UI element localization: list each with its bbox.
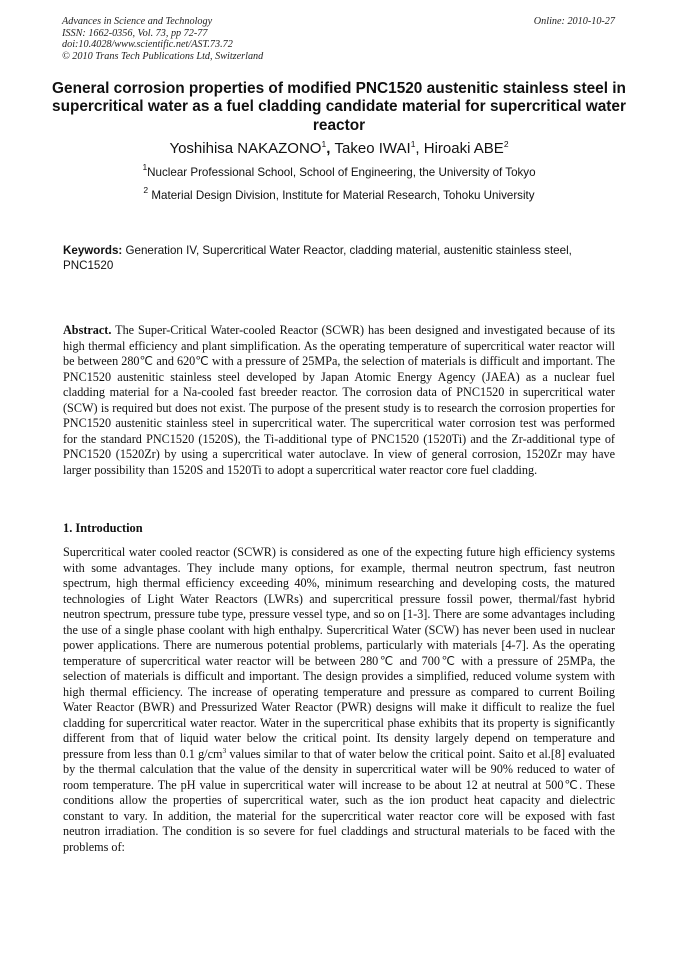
affiliation-1 — [40, 162, 638, 180]
publication-header — [62, 16, 263, 62]
author-affil-mark: 2 — [503, 139, 509, 149]
copyright-line: © 2010 Trans Tech Publications Ltd, Switzerland — [62, 50, 264, 62]
abstract-label: Abstract. — [63, 323, 112, 337]
keywords-block — [63, 244, 615, 273]
issn-line: ISSN: 1662-0356, Vol. 73, pp 72-77 — [62, 27, 208, 39]
author-list — [40, 140, 638, 158]
author-separator: , — [415, 140, 424, 157]
affiliation-text: Material Design Division, Institute for Material Research, Tohoku University — [151, 189, 535, 202]
author-separator: , — [326, 140, 335, 157]
unit-superscript: 3 — [222, 745, 227, 755]
introduction-paragraph — [63, 545, 615, 855]
doi-line: doi:10.4028/www.scientific.net/AST.73.72 — [62, 39, 233, 51]
introduction-text-part-1: Supercritical water cooled reactor (SCWR) is considered as one of the expecting future high efficiency systems with some advantages. They include many options, for example, thermal neutron spectrum, fast neutron spectrum, high thermal efficiency exceeding 40%, minimum researching and developing costs, the matured technologies of Light Water Reactors (LWRs) and supercritical pressure fossil power, thermal/fast hybrid neutron spectrum, pressure tube type, pressure vessel type, and so on [1-3]. There are some advantages including the use of a single phase coolant with high enthalpy. Supercritical Water (SCW) has never been used in nuclear power applications. There are numerous potential problems, particularly with materials [4-7]. As the operating temperature of supercritical water reactor will be between 280℃ and 700℃ with a pressure of 25MPa, the selection of materials is difficult and important. The design provides a simplified, reduced volume system with high thermal efficiency. The increase of operating temperature and pressure as compared to current Boiling Water Reactor (BWR) and Pressurized Water Reactor (PWR) designs will make it difficult to realize the fuel cladding for supercritical water reactor. Water in the supercritical phase exhibits that its property is significantly different from that of liquid water below the critical point. Its density largely depend on temperature and pressure from less than 0.1 g/cm — [63, 545, 615, 761]
affiliation-mark: 2 — [143, 185, 149, 195]
author-name: Hiroaki ABE — [423, 140, 504, 157]
author-affil-mark: 1 — [321, 139, 327, 149]
introduction-text-part-2: values similar to that of water below the critical point. Saito et al.[8] evaluated by the thermal calculation that the value of the density in supercritical water will be 90% reduced to water of room temperature. The pH value in supercritical water will increase to be about 12 at neutral at 500℃. These conditions allow the properties of supercritical water, such as the ion product heat capacity and dielectric constant to vary. In addition, the material for the supercritical water reactor core will be exposed with fast neutron irradiation. The condition is so severe for fuel claddings and structural materials to be faced with the problems of: — [63, 746, 615, 854]
keywords-text: Generation IV, Supercritical Water Reactor, cladding material, austenitic stainless steel, PNC1520 — [63, 244, 572, 272]
affiliation-text: Nuclear Professional School, School of Engineering, the University of Tokyo — [147, 166, 536, 179]
author-name: Yoshihisa NAKAZONO — [169, 140, 322, 157]
online-date: Online: 2010-10-27 — [533, 16, 615, 27]
section-heading-introduction: 1. Introduction — [63, 521, 143, 535]
author-affil-mark: 1 — [410, 139, 416, 149]
abstract-paragraph — [63, 323, 615, 478]
affiliation-mark: 1 — [142, 162, 148, 172]
author-name: Takeo IWAI — [334, 140, 411, 157]
journal-name: Advances in Science and Technology — [62, 16, 213, 27]
paper-title: General corrosion properties of modified PNC1520 austenitic stainless steel in supercritical water as a fuel cladding candidate material for supercritical water reactor — [52, 80, 626, 134]
keywords-label: Keywords: — [63, 244, 123, 257]
abstract-text: The Super-Critical Water-cooled Reactor (SCWR) has been designed and investigated because of its high thermal efficiency and plant simplification. As the operating temperature of supercritical water reactor will be between 280℃ and 620℃ with a pressure of 25MPa, the selection of materials is difficult and important. The PNC1520 austenitic stainless steel developed by Japan Atomic Energy Agency (JAEA) as a nuclear fuel cladding material for a Na-cooled fast breeder reactor. The corrosion data of PNC1520 in supercritical water (SCW) is required but does not exist. The purpose of the present study is to research the corrosion properties for PNC1520 austenitic stainless steel in supercritical water. The supercritical water corrosion test was performed for the standard PNC1520 (1520S), the Ti-additional type of PNC1520 (1520Ti) and the Zr-additional type of PNC1520 (1520Zr) by using a supercritical water autoclave. In view of general corrosion, 1520Zr may have larger possibility than 1520S and 1520Ti to adopt a supercritical water reactor core fuel cladding. — [63, 323, 616, 477]
affiliation-2 — [40, 185, 638, 203]
